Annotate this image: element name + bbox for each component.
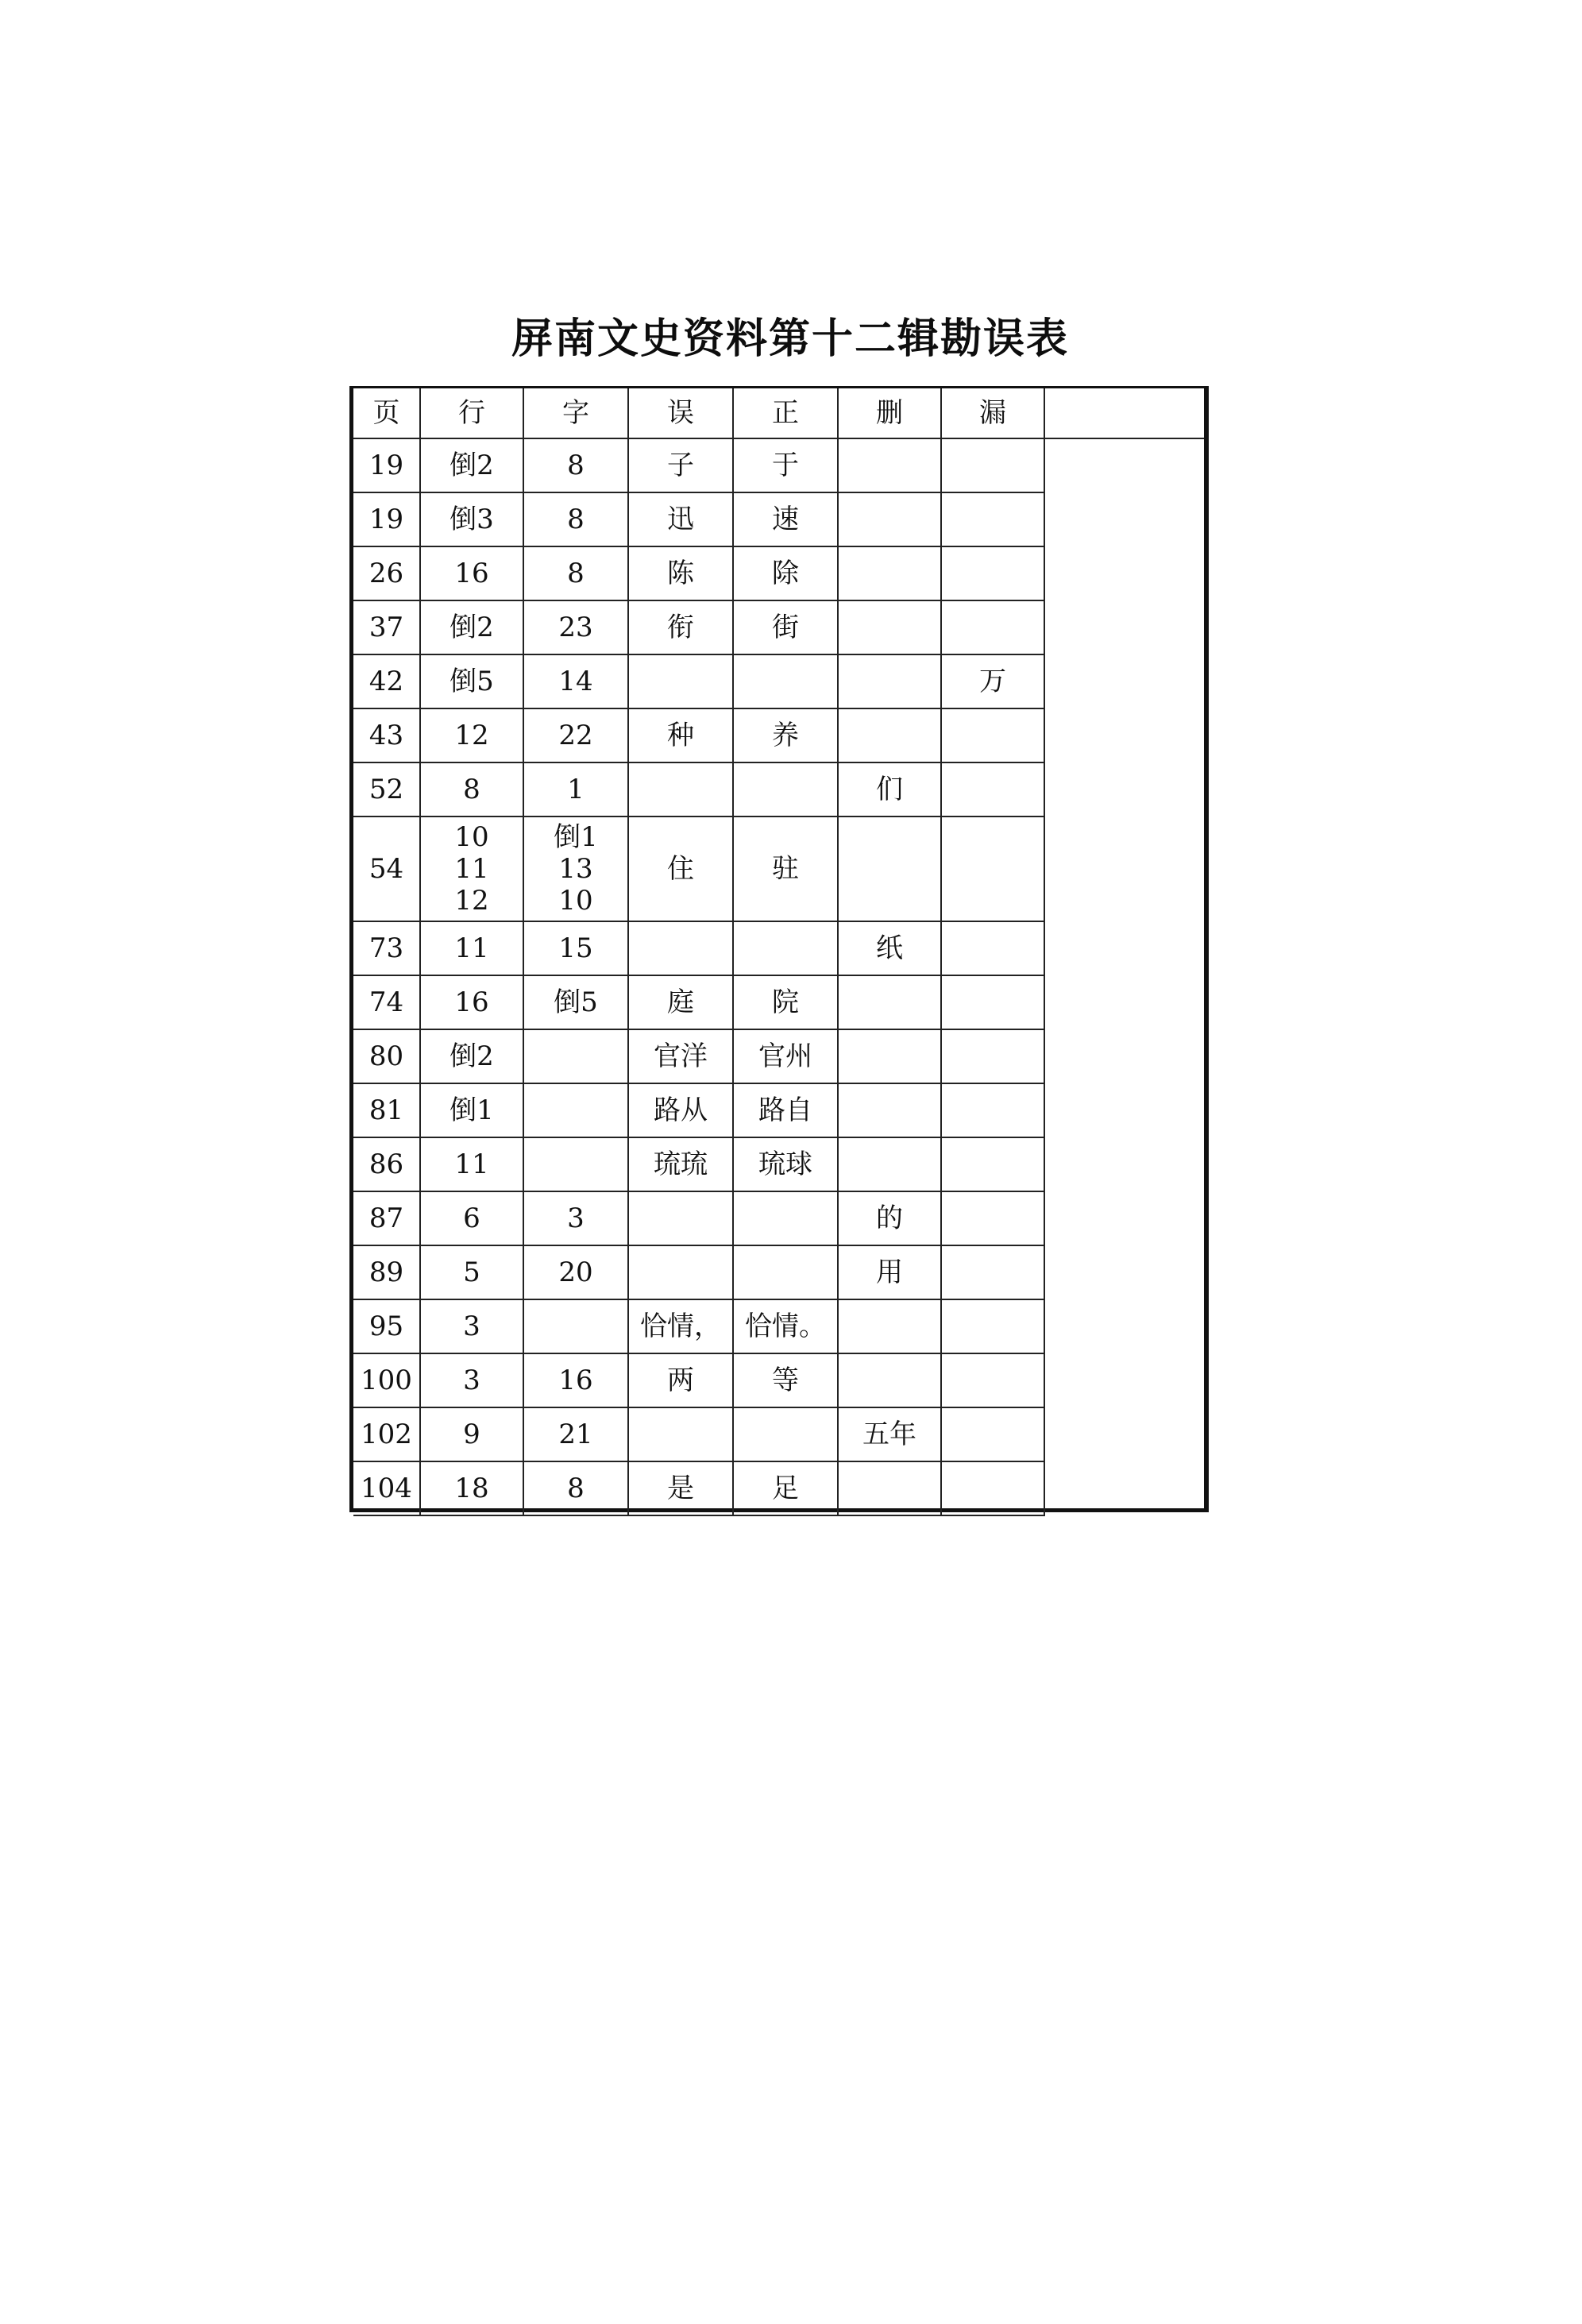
cell-char-line: 倒1 bbox=[554, 821, 598, 853]
cell-page: 74 bbox=[353, 975, 420, 1029]
cell-delete bbox=[838, 546, 941, 600]
cell-delete: 五年 bbox=[838, 1407, 941, 1461]
table-row bbox=[353, 975, 1204, 1029]
cell-correct bbox=[733, 762, 838, 816]
cell-missing bbox=[941, 816, 1044, 921]
cell-char: 倒5 bbox=[523, 975, 628, 1029]
cell-blank bbox=[1044, 1083, 1204, 1137]
cell-line: 倒5 bbox=[420, 654, 523, 708]
cell-correct bbox=[733, 1407, 838, 1461]
table-row bbox=[353, 921, 1204, 975]
cell-line: 16 bbox=[420, 975, 523, 1029]
cell-page: 80 bbox=[353, 1029, 420, 1083]
cell-correct bbox=[733, 1191, 838, 1245]
cell-blank bbox=[1044, 438, 1204, 492]
errata-body bbox=[353, 438, 1204, 1515]
cell-char bbox=[523, 1083, 628, 1137]
table-row bbox=[353, 600, 1204, 654]
cell-page: 104 bbox=[353, 1461, 420, 1515]
cell-line-line: 10 bbox=[454, 821, 489, 853]
cell-delete bbox=[838, 816, 941, 921]
cell-line: 6 bbox=[420, 1191, 523, 1245]
cell-missing bbox=[941, 975, 1044, 1029]
cell-blank bbox=[1044, 975, 1204, 1029]
cell-delete bbox=[838, 708, 941, 762]
cell-char-line: 13 bbox=[558, 853, 593, 885]
cell-wrong: 迅 bbox=[628, 492, 733, 546]
cell-correct: 琉球 bbox=[733, 1137, 838, 1191]
table-row bbox=[353, 546, 1204, 600]
cell-correct: 院 bbox=[733, 975, 838, 1029]
cell-missing bbox=[941, 600, 1044, 654]
cell-line: 3 bbox=[420, 1353, 523, 1407]
cell-line: 倒1 bbox=[420, 1083, 523, 1137]
table-row bbox=[353, 1191, 1204, 1245]
header-line: 行 bbox=[420, 388, 523, 438]
cell-blank bbox=[1044, 1191, 1204, 1245]
cell-wrong: 庭 bbox=[628, 975, 733, 1029]
table-row bbox=[353, 708, 1204, 762]
cell-line: 3 bbox=[420, 1299, 523, 1353]
cell-page: 102 bbox=[353, 1407, 420, 1461]
cell-char: 14 bbox=[523, 654, 628, 708]
cell-missing bbox=[941, 438, 1044, 492]
cell-delete bbox=[838, 492, 941, 546]
cell-missing bbox=[941, 1353, 1044, 1407]
cell-char bbox=[523, 1029, 628, 1083]
cell-wrong: 种 bbox=[628, 708, 733, 762]
cell-char-line: 10 bbox=[558, 885, 593, 917]
cell-page: 37 bbox=[353, 600, 420, 654]
cell-blank bbox=[1044, 1461, 1204, 1515]
cell-blank bbox=[1044, 492, 1204, 546]
table-row bbox=[353, 1353, 1204, 1407]
cell-wrong: 两 bbox=[628, 1353, 733, 1407]
cell-line: 8 bbox=[420, 762, 523, 816]
cell-blank bbox=[1044, 1407, 1204, 1461]
cell-wrong: 琉琉 bbox=[628, 1137, 733, 1191]
cell-delete: 纸 bbox=[838, 921, 941, 975]
cell-delete bbox=[838, 1083, 941, 1137]
cell-char: 8 bbox=[523, 1461, 628, 1515]
cell-char bbox=[523, 1137, 628, 1191]
cell-blank bbox=[1044, 1299, 1204, 1353]
errata-table-frame bbox=[349, 386, 1209, 1512]
cell-missing bbox=[941, 1461, 1044, 1515]
cell-correct: 于 bbox=[733, 438, 838, 492]
cell-char: 21 bbox=[523, 1407, 628, 1461]
header-delete: 删 bbox=[838, 388, 941, 438]
cell-char: 1 bbox=[523, 762, 628, 816]
cell-wrong bbox=[628, 1191, 733, 1245]
cell-wrong: 子 bbox=[628, 438, 733, 492]
cell-correct: 恰情。 bbox=[733, 1299, 838, 1353]
table-row bbox=[353, 492, 1204, 546]
cell-blank bbox=[1044, 1029, 1204, 1083]
table-row bbox=[353, 1407, 1204, 1461]
table-row bbox=[353, 762, 1204, 816]
cell-missing bbox=[941, 1191, 1044, 1245]
cell-wrong: 住 bbox=[628, 816, 733, 921]
cell-char bbox=[523, 816, 628, 921]
table-row bbox=[353, 1461, 1204, 1515]
cell-missing bbox=[941, 762, 1044, 816]
cell-missing bbox=[941, 546, 1044, 600]
cell-delete bbox=[838, 438, 941, 492]
cell-blank bbox=[1044, 1245, 1204, 1299]
table-row bbox=[353, 1029, 1204, 1083]
cell-delete: 们 bbox=[838, 762, 941, 816]
cell-correct: 官州 bbox=[733, 1029, 838, 1083]
cell-line: 11 bbox=[420, 921, 523, 975]
cell-char: 20 bbox=[523, 1245, 628, 1299]
cell-missing: 万 bbox=[941, 654, 1044, 708]
cell-line: 11 bbox=[420, 1137, 523, 1191]
cell-page: 54 bbox=[353, 816, 420, 921]
cell-correct: 速 bbox=[733, 492, 838, 546]
header-correct: 正 bbox=[733, 388, 838, 438]
cell-missing bbox=[941, 1029, 1044, 1083]
cell-page: 95 bbox=[353, 1299, 420, 1353]
cell-char: 22 bbox=[523, 708, 628, 762]
cell-missing bbox=[941, 492, 1044, 546]
cell-char: 8 bbox=[523, 546, 628, 600]
cell-blank bbox=[1044, 921, 1204, 975]
cell-correct bbox=[733, 1245, 838, 1299]
cell-missing bbox=[941, 1299, 1044, 1353]
cell-correct: 驻 bbox=[733, 816, 838, 921]
cell-page: 86 bbox=[353, 1137, 420, 1191]
cell-char: 8 bbox=[523, 492, 628, 546]
table-row bbox=[353, 1083, 1204, 1137]
cell-char: 3 bbox=[523, 1191, 628, 1245]
cell-wrong: 陈 bbox=[628, 546, 733, 600]
cell-delete bbox=[838, 1461, 941, 1515]
cell-wrong: 路从 bbox=[628, 1083, 733, 1137]
cell-line: 18 bbox=[420, 1461, 523, 1515]
table-row bbox=[353, 1137, 1204, 1191]
cell-line bbox=[420, 816, 523, 921]
cell-blank bbox=[1044, 654, 1204, 708]
cell-page: 42 bbox=[353, 654, 420, 708]
cell-page: 19 bbox=[353, 492, 420, 546]
table-row bbox=[353, 438, 1204, 492]
cell-wrong bbox=[628, 654, 733, 708]
cell-missing bbox=[941, 708, 1044, 762]
cell-char: 15 bbox=[523, 921, 628, 975]
cell-delete bbox=[838, 1299, 941, 1353]
cell-line: 倒2 bbox=[420, 1029, 523, 1083]
cell-char bbox=[523, 1299, 628, 1353]
cell-delete: 用 bbox=[838, 1245, 941, 1299]
cell-wrong: 是 bbox=[628, 1461, 733, 1515]
cell-missing bbox=[941, 1245, 1044, 1299]
table-header-row bbox=[353, 388, 1204, 438]
cell-page: 43 bbox=[353, 708, 420, 762]
cell-blank bbox=[1044, 600, 1204, 654]
cell-page: 26 bbox=[353, 546, 420, 600]
cell-wrong: 官洋 bbox=[628, 1029, 733, 1083]
cell-delete bbox=[838, 1029, 941, 1083]
cell-missing bbox=[941, 1083, 1044, 1137]
table-row bbox=[353, 654, 1204, 708]
cell-correct bbox=[733, 654, 838, 708]
cell-page: 19 bbox=[353, 438, 420, 492]
cell-line: 5 bbox=[420, 1245, 523, 1299]
cell-char: 16 bbox=[523, 1353, 628, 1407]
header-char: 字 bbox=[523, 388, 628, 438]
cell-page: 81 bbox=[353, 1083, 420, 1137]
errata-table bbox=[353, 388, 1204, 1516]
cell-line: 倒3 bbox=[420, 492, 523, 546]
cell-wrong: 恰情， bbox=[628, 1299, 733, 1353]
cell-line-line: 12 bbox=[454, 885, 489, 917]
cell-blank bbox=[1044, 546, 1204, 600]
cell-line: 倒2 bbox=[420, 438, 523, 492]
cell-blank bbox=[1044, 708, 1204, 762]
cell-delete bbox=[838, 1353, 941, 1407]
page-title: 屏南文史资料第十二辑勘误表 bbox=[511, 315, 1069, 363]
cell-correct: 街 bbox=[733, 600, 838, 654]
table-row bbox=[353, 1299, 1204, 1353]
cell-wrong bbox=[628, 1245, 733, 1299]
cell-wrong bbox=[628, 1407, 733, 1461]
cell-blank bbox=[1044, 1137, 1204, 1191]
cell-blank bbox=[1044, 1353, 1204, 1407]
cell-page: 89 bbox=[353, 1245, 420, 1299]
cell-correct bbox=[733, 921, 838, 975]
cell-missing bbox=[941, 921, 1044, 975]
cell-line: 9 bbox=[420, 1407, 523, 1461]
cell-wrong: 衔 bbox=[628, 600, 733, 654]
cell-correct: 养 bbox=[733, 708, 838, 762]
header-page: 页 bbox=[353, 388, 420, 438]
cell-page: 52 bbox=[353, 762, 420, 816]
cell-missing bbox=[941, 1137, 1044, 1191]
cell-missing bbox=[941, 1407, 1044, 1461]
cell-line: 12 bbox=[420, 708, 523, 762]
cell-blank bbox=[1044, 816, 1204, 921]
cell-correct: 除 bbox=[733, 546, 838, 600]
cell-page: 87 bbox=[353, 1191, 420, 1245]
cell-line: 倒2 bbox=[420, 600, 523, 654]
table-row bbox=[353, 816, 1204, 921]
table-row bbox=[353, 1245, 1204, 1299]
cell-page: 100 bbox=[353, 1353, 420, 1407]
cell-blank bbox=[1044, 762, 1204, 816]
cell-line: 16 bbox=[420, 546, 523, 600]
header-wrong: 误 bbox=[628, 388, 733, 438]
cell-delete: 的 bbox=[838, 1191, 941, 1245]
cell-delete bbox=[838, 600, 941, 654]
cell-delete bbox=[838, 1137, 941, 1191]
cell-page: 73 bbox=[353, 921, 420, 975]
header-missing: 漏 bbox=[941, 388, 1044, 438]
header-blank bbox=[1044, 388, 1204, 438]
cell-wrong bbox=[628, 921, 733, 975]
cell-correct: 等 bbox=[733, 1353, 838, 1407]
cell-char: 8 bbox=[523, 438, 628, 492]
cell-char: 23 bbox=[523, 600, 628, 654]
cell-line-line: 11 bbox=[454, 853, 489, 885]
cell-delete bbox=[838, 975, 941, 1029]
cell-correct: 足 bbox=[733, 1461, 838, 1515]
cell-correct: 路自 bbox=[733, 1083, 838, 1137]
cell-delete bbox=[838, 654, 941, 708]
cell-wrong bbox=[628, 762, 733, 816]
